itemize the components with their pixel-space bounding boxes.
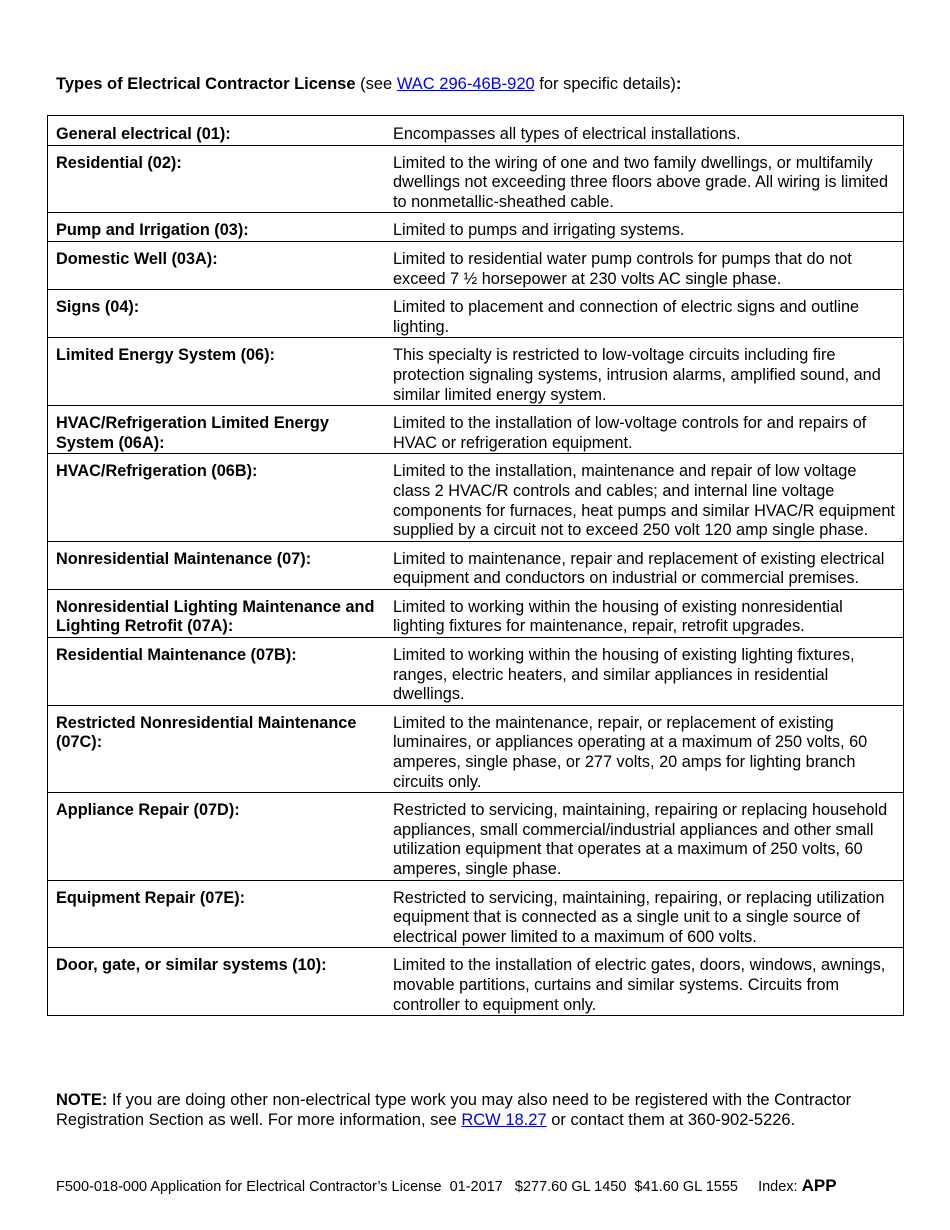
license-row (48, 638, 904, 706)
license-description: Limited to the installation of electric gates, doors, windows, awnings, movable partitions, curtains and similar systems. Circuits from controller to equipment only. (384, 948, 904, 1016)
license-type: Limited Energy System (06): (48, 338, 385, 406)
license-type: HVAC/Refrigeration Limited Energy System (06A): (48, 406, 385, 454)
license-description: Encompasses all types of electrical installations. (384, 116, 904, 146)
license-row (48, 589, 904, 637)
license-types-table (47, 115, 904, 1016)
license-type: Pump and Irrigation (03): (48, 213, 385, 242)
license-row (48, 290, 904, 338)
license-type: Signs (04): (48, 290, 385, 338)
license-type: Nonresidential Maintenance (07): (48, 541, 385, 589)
license-row (48, 406, 904, 454)
license-description: Limited to the maintenance, repair, or replacement of existing luminaires, or appliances operating at a maximum of 250 volts, 60 amperes, single phase, or 277 volts, 20 amps for lighting branch circuits only. (384, 705, 904, 792)
license-description: Limited to working within the housing of existing nonresidential lighting fixtures for maintenance, repair, retrofit upgrades. (384, 589, 904, 637)
wac-link[interactable]: WAC 296-46B-920 (396, 75, 535, 93)
license-description: Limited to the installation, maintenance and repair of low voltage class 2 HVAC/R controls and cables; and internal line voltage components for furnaces, heat pumps and similar HVAC/R equipment supplied by a circuit not to exceed 250 volt 120 amp single phase. (384, 454, 904, 541)
license-description: This specialty is restricted to low-voltage circuits including fire protection signaling systems, intrusion alarms, amplified sound, and similar limited energy system. (384, 338, 904, 406)
license-type: Nonresidential Lighting Maintenance and Lighting Retrofit (07A): (48, 589, 385, 637)
license-description: Limited to placement and connection of electric signs and outline lighting. (384, 290, 904, 338)
license-type: Restricted Nonresidential Maintenance (07C): (48, 705, 385, 792)
license-description: Restricted to servicing, maintaining, repairing, or replacing utilization equipment that is connected as a single unit to a single source of electrical power limited to a maximum of 600 volts. (384, 880, 904, 948)
heading-text-post: for specific details) (534, 75, 676, 93)
license-row (48, 338, 904, 406)
license-row (48, 793, 904, 880)
footer-text: F500-018-000 Application for Electrical Contractor’s License 01-2017 $277.60 GL 1450 $41.60 GL 1555 Index: (56, 1179, 802, 1195)
license-row (48, 541, 904, 589)
license-row (48, 705, 904, 792)
heading-text-pre: (see (355, 75, 397, 93)
page-heading (56, 74, 916, 95)
note-paragraph (56, 1090, 906, 1130)
license-type: Door, gate, or similar systems (10): (48, 948, 385, 1016)
license-description: Limited to residential water pump controls for pumps that do not exceed 7 ½ horsepower at 230 volts AC single phase. (384, 241, 904, 289)
license-row (48, 880, 904, 948)
footer-index: APP (801, 1176, 837, 1195)
license-row (48, 116, 904, 146)
license-type: Domestic Well (03A): (48, 241, 385, 289)
license-row (48, 454, 904, 541)
license-description: Limited to pumps and irrigating systems. (384, 213, 904, 242)
license-description: Limited to the wiring of one and two family dwellings, or multifamily dwellings not exceeding three floors above grade. All wiring is limited to nonmetallic-sheathed cable. (384, 145, 904, 213)
license-row (48, 241, 904, 289)
note-text-end: or contact them at 360-902-5226. (546, 1111, 796, 1129)
license-type: HVAC/Refrigeration (06B): (48, 454, 385, 541)
license-description: Limited to maintenance, repair and replacement of existing electrical equipment and conductors on industrial or commercial premises. (384, 541, 904, 589)
license-type: Residential Maintenance (07B): (48, 638, 385, 706)
license-type: Residential (02): (48, 145, 385, 213)
license-type: Appliance Repair (07D): (48, 793, 385, 880)
license-row (48, 213, 904, 242)
note-text: If you are doing other non-electrical type work you may also need to be registered with the Contractor Registration Section as well. For more information, see (56, 1091, 852, 1129)
form-footer (56, 1175, 916, 1198)
note-label: NOTE: (56, 1091, 108, 1109)
license-description: Restricted to servicing, maintaining, repairing or replacing household appliances, small commercial/industrial appliances and other small utilization equipment that operates at a maximum of 250 volts, 60 amperes, single phase. (384, 793, 904, 880)
license-description: Limited to the installation of low-voltage controls for and repairs of HVAC or refrigeration equipment. (384, 406, 904, 454)
license-row (48, 145, 904, 213)
license-table-body (48, 116, 904, 1016)
license-description: Limited to working within the housing of existing lighting fixtures, ranges, electric heaters, and similar appliances in residential dwellings. (384, 638, 904, 706)
license-type: General electrical (01): (48, 116, 385, 146)
license-type: Equipment Repair (07E): (48, 880, 385, 948)
license-row (48, 948, 904, 1016)
rcw-link[interactable]: RCW 18.27 (461, 1111, 547, 1129)
heading-title: Types of Electrical Contractor License (56, 75, 356, 93)
heading-colon: : (675, 75, 682, 93)
